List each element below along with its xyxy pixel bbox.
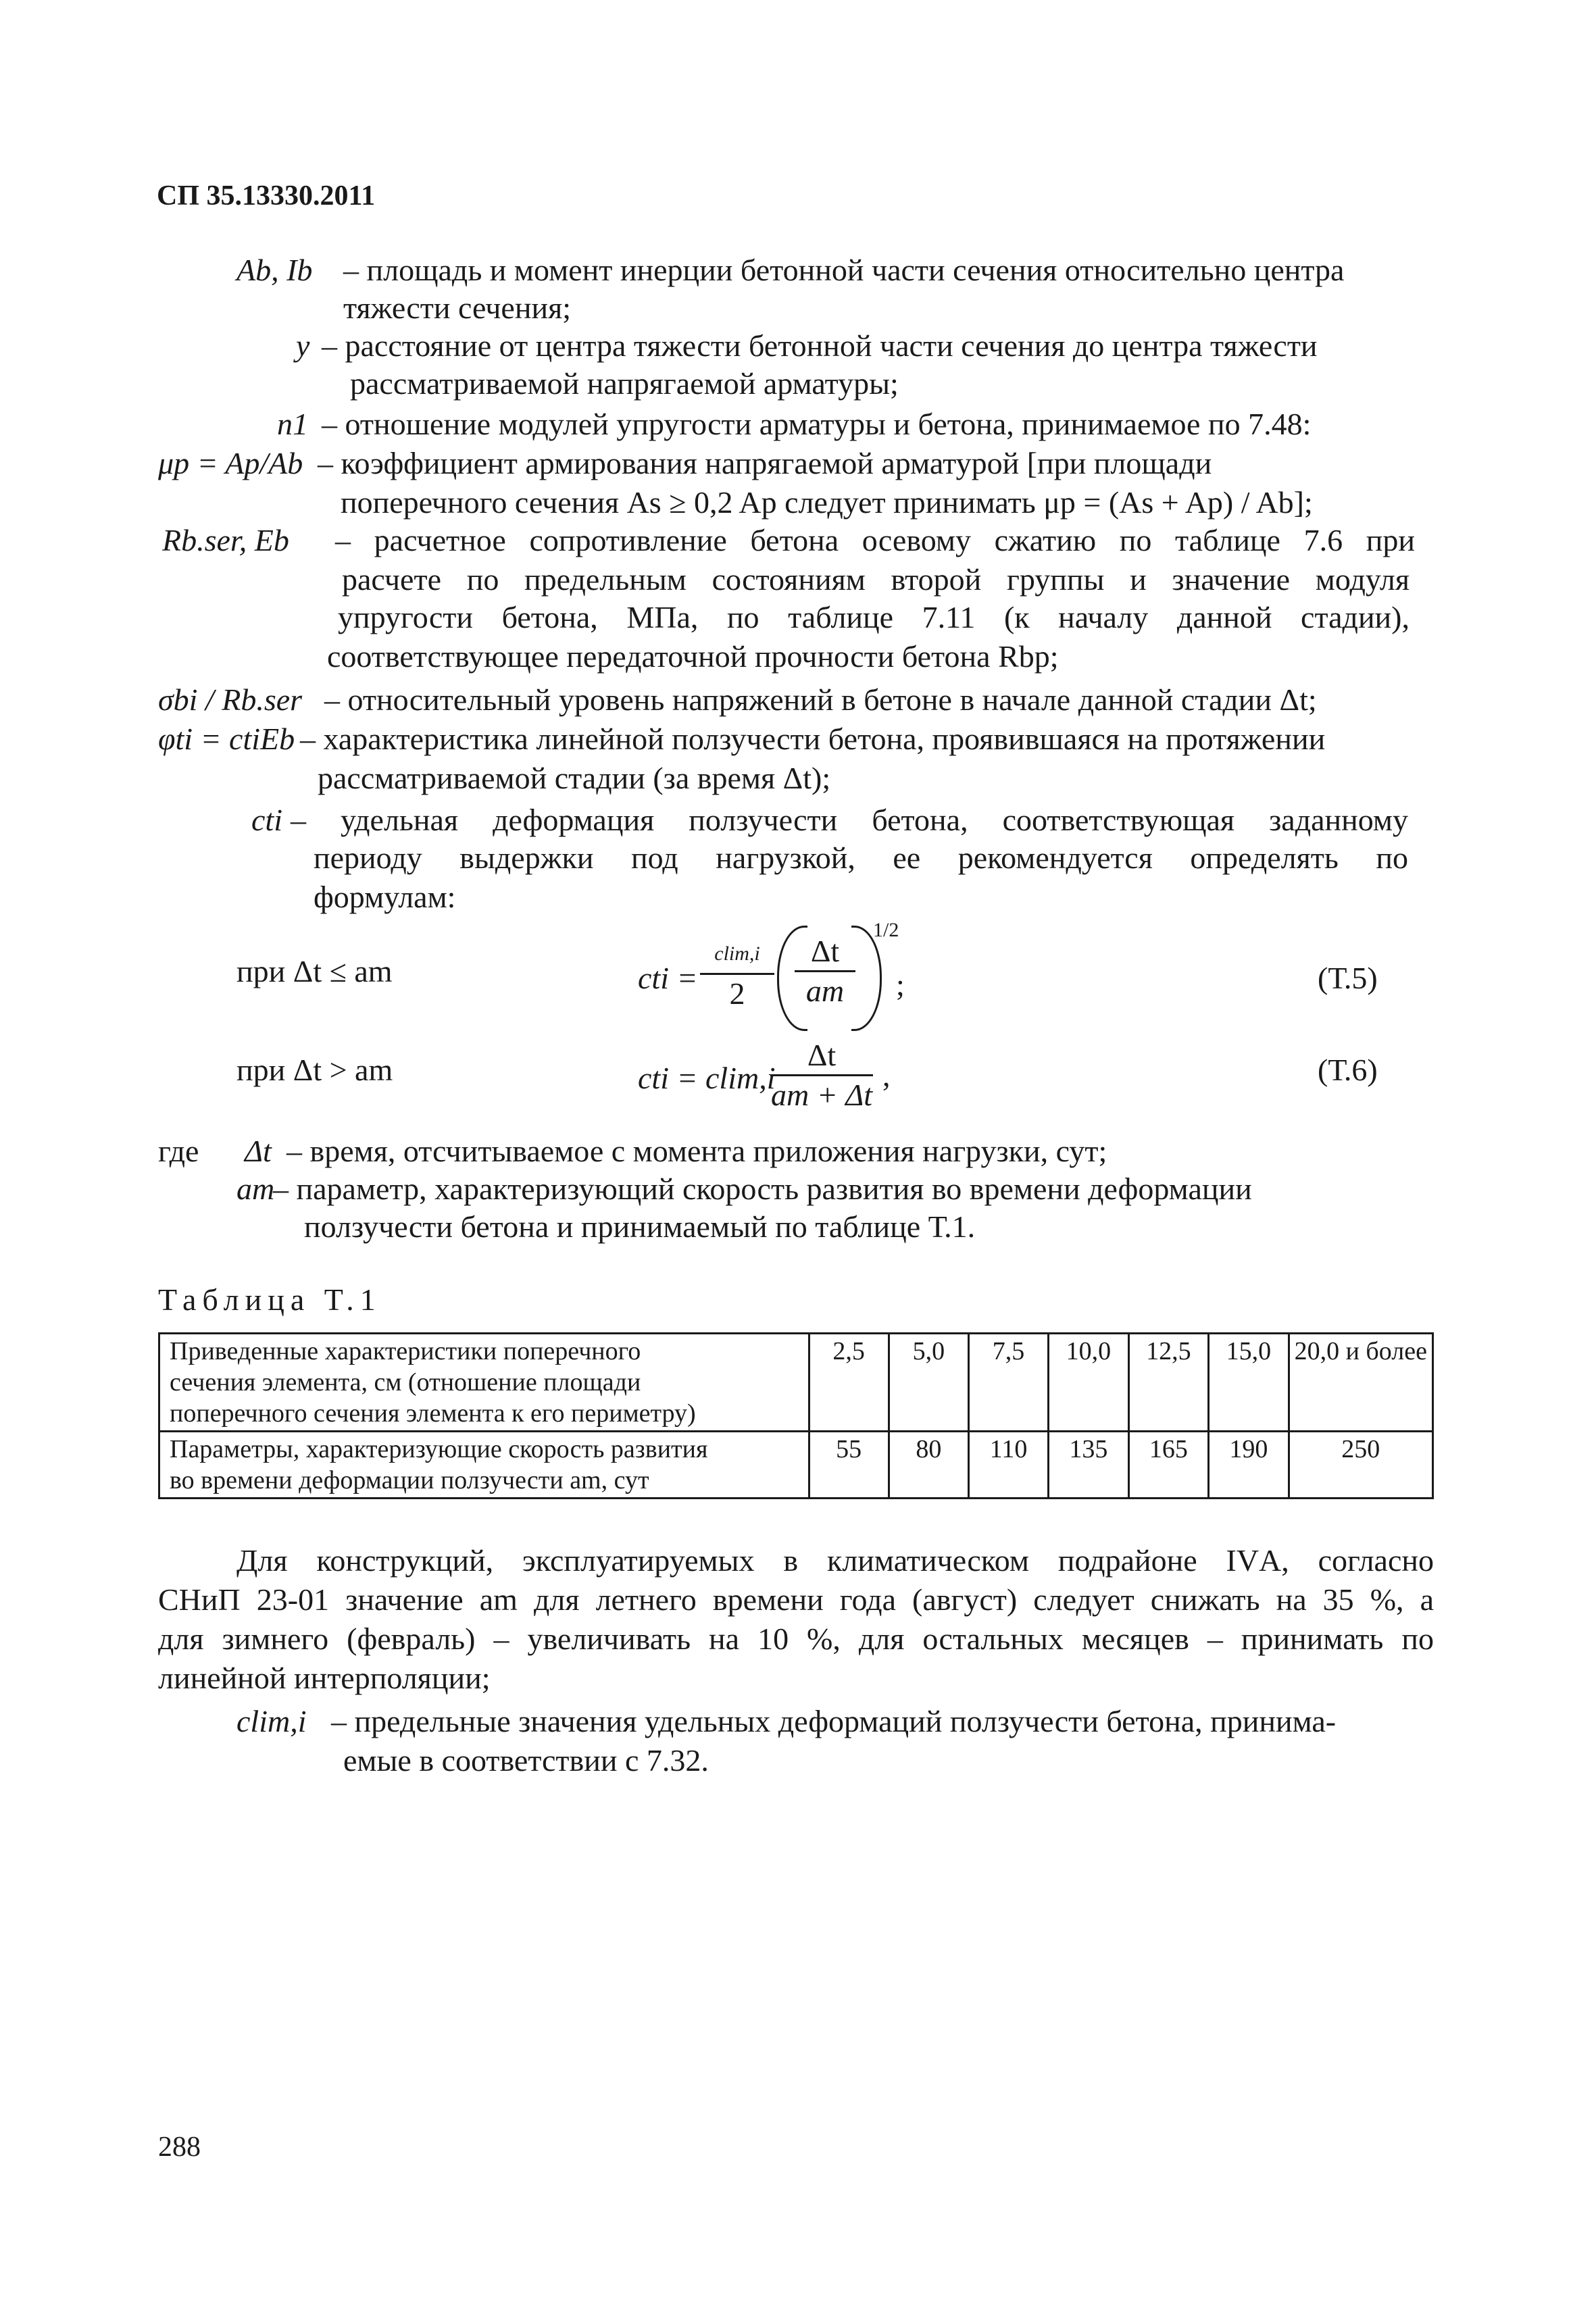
table-row	[159, 1334, 1433, 1432]
def-text: – предельные значения удельных деформаций ползучести бетона, принима-	[331, 1704, 1337, 1738]
formula-fraction	[700, 935, 774, 1013]
table-cell: 190	[1209, 1432, 1289, 1499]
table-cell: 2,5	[809, 1334, 889, 1432]
table-cell: 7,5	[968, 1334, 1048, 1432]
document-header: СП 35.13330.2011	[157, 180, 376, 211]
table-row-label	[159, 1334, 809, 1432]
table-row	[159, 1432, 1433, 1499]
table-cell: 20,0 и более	[1289, 1334, 1432, 1432]
fraction-numerator: Δt	[810, 934, 840, 968]
def-text: тяжести сечения;	[343, 291, 572, 325]
table-cell: 12,5	[1128, 1334, 1208, 1432]
def-text: рассматриваемой стадии (за время Δt);	[318, 761, 831, 795]
label-line: Приведенные характеристики поперечного	[170, 1337, 641, 1365]
where-symbol: am	[236, 1172, 275, 1206]
where-text: – параметр, характеризующий скорость развития во времени деформации	[273, 1172, 1252, 1206]
table-cell: 5,0	[889, 1334, 968, 1432]
def-text: – относительный уровень напряжений в бетоне в начале данной стадии Δt;	[324, 682, 1317, 717]
paragraph-line: Для конструкций, эксплуатируемых в климатическом подрайоне IVА, согласно	[236, 1543, 1434, 1578]
def-text: формулам:	[314, 880, 456, 914]
formula-tail: ,	[882, 1058, 891, 1092]
def-symbol: Ab, Ib	[236, 253, 313, 287]
def-text: рассматриваемой напрягаемой арматуры;	[350, 366, 899, 401]
where-text: ползучести бетона и принимаемый по таблице Т.1.	[304, 1209, 976, 1244]
formula-lhs: cti = clim,i	[638, 1061, 776, 1095]
label-line: во времени деформации ползучести am, сут	[170, 1466, 649, 1494]
fraction-numerator: clim,i	[714, 942, 760, 965]
def-text: емые в соответствии с 7.32.	[343, 1743, 709, 1778]
def-text: периоду выдержки под нагрузкой, ее рекомендуется определять по	[314, 840, 1408, 875]
def-symbol: y	[296, 328, 310, 363]
fraction-numerator: Δt	[807, 1038, 837, 1072]
table-cell: 55	[809, 1432, 889, 1499]
formula-fraction	[770, 1036, 873, 1114]
def-text: – расчетное сопротивление бетона осевому сжатию по таблице 7.6 при	[335, 523, 1415, 557]
fraction-denominator: am + Δt	[770, 1078, 873, 1112]
formula-label: (Т.5)	[1318, 961, 1378, 995]
table-cell: 135	[1049, 1432, 1128, 1499]
def-symbol: Rb.ser, Eb	[162, 523, 289, 557]
def-text: – удельная деформация ползучести бетона, соответствующая заданному	[291, 803, 1408, 837]
parameters-table	[158, 1332, 1434, 1499]
label-line: сечения элемента, см (отношение площади	[170, 1368, 641, 1397]
def-text: расчете по предельным состояниям второй группы и значение модуля	[342, 562, 1410, 597]
formula-lhs: cti =	[638, 961, 698, 995]
def-text: – площадь и момент инерции бетонной части сечения относительно центра	[343, 253, 1345, 287]
label-line: Параметры, характеризующие скорость развития	[170, 1435, 708, 1463]
paragraph-line: линейной интерполяции;	[158, 1661, 491, 1695]
where-text: – время, отсчитываемое с момента приложения нагрузки, сут;	[286, 1134, 1107, 1168]
def-symbol: cti	[251, 803, 282, 837]
paragraph-line: для зимнего (февраль) – увеличивать на 10 %, для остальных месяцев – принимать по	[158, 1621, 1434, 1656]
def-symbol: clim,i	[236, 1704, 307, 1738]
paragraph-line: СНиП 23-01 значение am для летнего времени года (август) следует снижать на 35 %, а	[158, 1582, 1434, 1617]
formula-condition: при Δt ≤ am	[236, 954, 393, 988]
def-text: – отношение модулей упругости арматуры и бетона, принимаемое по 7.48:	[322, 407, 1312, 441]
def-text: – характеристика линейной ползучести бетона, проявившаяся на протяжении	[300, 722, 1326, 756]
table-row-label	[159, 1432, 809, 1499]
fraction-denominator: 2	[729, 976, 745, 1011]
fraction-denominator: am	[805, 974, 845, 1008]
formula-tail: ;	[896, 967, 905, 1002]
table-cell: 80	[889, 1432, 968, 1499]
page-number: 288	[158, 2132, 201, 2163]
def-text: поперечного сечения As ≥ 0,2 Ap следует принимать μp = (As + Ap) / Ab];	[341, 485, 1313, 520]
table-cell: 250	[1289, 1432, 1432, 1499]
def-symbol: σbi / Rb.ser	[158, 682, 303, 717]
def-symbol: n1	[277, 407, 308, 441]
def-text: – коэффициент армирования напрягаемой арматурой [при площади	[318, 446, 1212, 480]
formula-power: 1/2	[873, 919, 899, 941]
where-symbol: Δt	[245, 1134, 272, 1168]
table-cell: 110	[968, 1432, 1048, 1499]
def-symbol: μp = Ap/Ab	[158, 446, 303, 480]
def-text: – расстояние от центра тяжести бетонной части сечения до центра тяжести	[322, 328, 1318, 363]
table-caption: Таблица Т.1	[158, 1282, 382, 1317]
formula-inner-fraction	[795, 932, 855, 1010]
table-cell: 165	[1128, 1432, 1208, 1499]
formula-condition: при Δt > am	[236, 1053, 393, 1087]
where-word: где	[158, 1134, 199, 1168]
table-cell: 15,0	[1209, 1334, 1289, 1432]
table-cell: 10,0	[1049, 1334, 1128, 1432]
def-text: соответствующее передаточной прочности бетона Rbp;	[327, 639, 1059, 674]
label-line: поперечного сечения элемента к его периметру)	[170, 1399, 696, 1428]
formula-label: (Т.6)	[1318, 1053, 1378, 1087]
def-symbol: φti = ctiEb	[158, 722, 295, 756]
def-text: упругости бетона, МПа, по таблице 7.11 (к началу данной стадии),	[338, 600, 1410, 634]
